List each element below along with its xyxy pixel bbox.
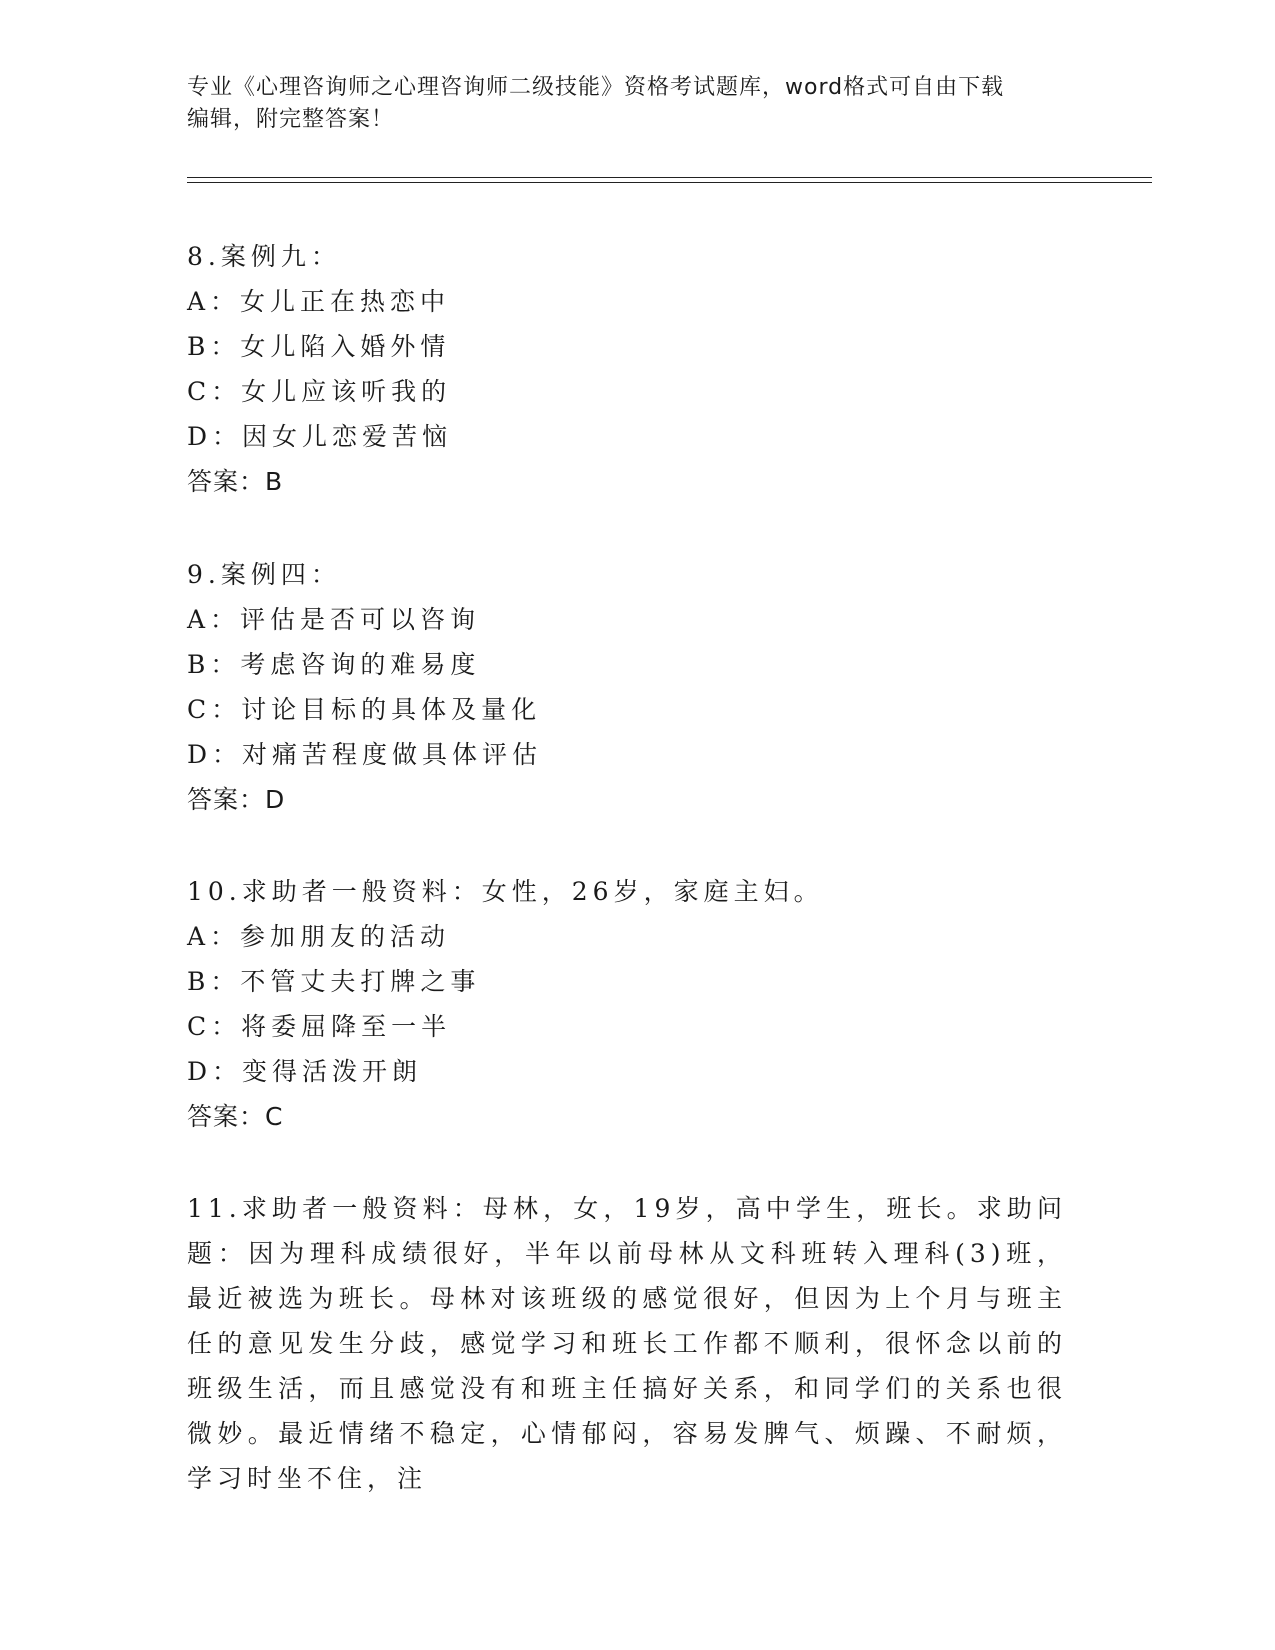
question-title: 8.案例九： xyxy=(187,242,341,271)
header-line-2: 编辑，附完整答案！ xyxy=(187,107,395,132)
answer: 答案：D xyxy=(187,785,286,814)
option-c: C：讨论目标的具体及量化 xyxy=(187,695,542,724)
document-header xyxy=(187,72,1067,136)
option-b: B：女儿陷入婚外情 xyxy=(187,332,451,361)
option-c: C：女儿应该听我的 xyxy=(187,377,452,406)
option-d: D：对痛苦程度做具体评估 xyxy=(187,740,543,769)
header-divider-bottom xyxy=(187,182,1152,183)
question-8 xyxy=(187,234,1077,504)
answer: 答案：C xyxy=(187,1102,284,1131)
question-title: 10.求助者一般资料：女性，26岁，家庭主妇。 xyxy=(187,877,824,906)
option-d: D：变得活泼开朗 xyxy=(187,1057,423,1086)
answer: 答案：B xyxy=(187,467,284,496)
question-11-paragraph: 11.求助者一般资料：母林，女，19岁，高中学生，班长。求助问题：因为理科成绩很好，半年以前母林从文科班转入理科(3)班，最近被选为班长。母林对该班级的感觉很好，但因为上个月与班主任的意见发生分歧，感觉学习和班长工作都不顺利，很怀念以前的班级生活，而且感觉没有和班主任搞好关系，和同学们的关系也很微妙。最近情绪不稳定，心情郁闷，容易发脾气、烦躁、不耐烦，学习时坐不住，注 xyxy=(187,1194,1067,1493)
question-9 xyxy=(187,552,1077,822)
question-10 xyxy=(187,869,1077,1139)
option-d: D：因女儿恋爱苦恼 xyxy=(187,422,453,451)
header-line-1: 专业《心理咨询师之心理咨询师二级技能》资格考试题库，word格式可自由下载 xyxy=(187,75,1005,100)
question-title: 9.案例四： xyxy=(187,560,341,589)
option-b: B：考虑咨询的难易度 xyxy=(187,650,481,679)
option-a: A：评估是否可以咨询 xyxy=(187,605,481,634)
option-b: B：不管丈夫打牌之事 xyxy=(187,967,481,996)
option-c: C：将委屈降至一半 xyxy=(187,1012,452,1041)
option-a: A：女儿正在热恋中 xyxy=(187,287,451,316)
header-divider-top xyxy=(187,177,1152,178)
option-a: A：参加朋友的活动 xyxy=(187,922,451,951)
